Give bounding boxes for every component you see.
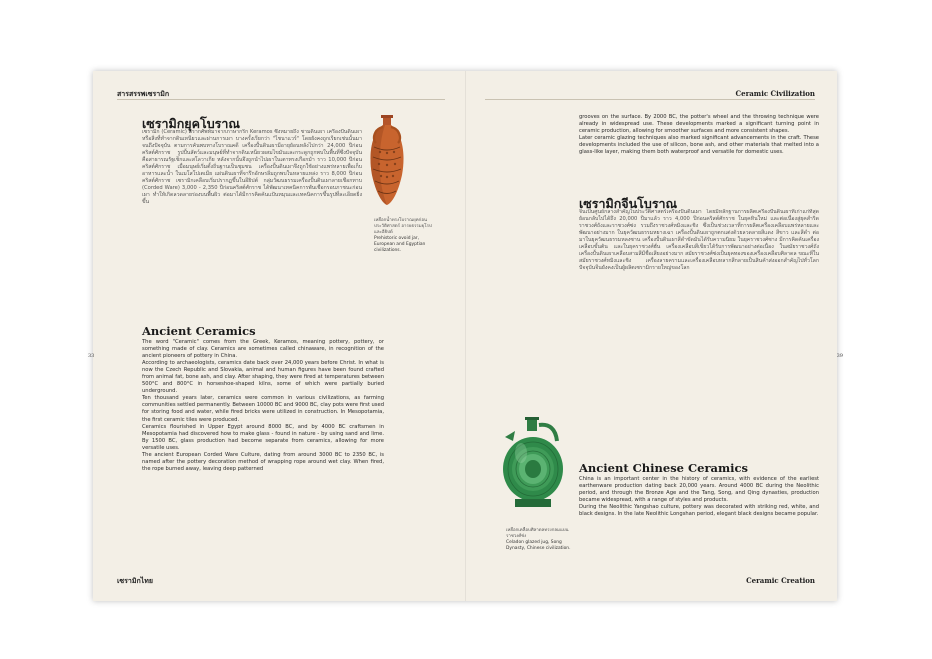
- page-number-right: 39: [836, 353, 843, 359]
- running-header-left: สารสรรพเซรามิก: [117, 89, 170, 98]
- celadon-jug-illustration: [497, 415, 569, 511]
- thai-heading-chinese-ceramics: เซรามิกจีนโบราณ: [579, 196, 678, 211]
- header-divider-left: [117, 99, 445, 100]
- english-body-continued: grooves on the surface. By 2000 BC, the potter's wheel and the throwing technique were already in widespread use. These developments marked a significant turning point in ceramic production, allowing for smoother surfaces and more consistent shapes. Later ceramic glazing techniques also marked significant advancements in the craft. These developments included the use of silicon, bone ash, and other materials that melted into a glass-like layer, making them both waterproof and versatile for domestic uses.: [579, 114, 819, 156]
- thai-body-ancient-ceramics: เซรามิก (Ceramic) มีรากศัพท์มาจากภาษากรีก Keramos ซึ่งหมายถึง ชามดินเผา เครื่องปั้นดินเผา หรือสิ่งที่ทำจากดินเหนียวและผ่านการเผา บางครั้งเรียกว่า "ไชนาแวร์" โดยยังคงถูกเรียกเช่นนั้นมาจนถึงปัจจุบัน ตามการค้นพบทางโบราณคดี เครื่องปั้นดินเผามีอายุย้อนหลังไปกว่า 24,000 ปีก่อนคริสต์ศักราช รูปปั้นสัตว์และมนุษย์ที่ทำจากดินเหนียวผสมไขมันและกระดูกถูกพบในพื้นที่ซึ่งปัจจุบันคือสาธารณรัฐเช็กและสโลวาเกีย หลังจากนั้นจึงถูกนำไปเผาในเตาทรงเกือกม้า ราว 10,000 ปีก่อนคริสต์ศักราช เมื่อมนุษย์เริ่มตั้งถิ่นฐานเป็นชุมชน เครื่องปั้นดินเผาจึงถูกใช้อย่างแพร่หลายเพื่อเก็บอาหารและน้ำ ในเมโสโปเตเมีย แผ่นดินเผาที่จารึกอักษรลิ่มถูกพบในหลายแหล่ง ราว 8,000 ปีก่อนคริสต์ศักราช เซรามิกเคลือบเริ่มปรากฏขึ้นในอียิปต์ กลุ่มวัฒนธรรมเครื่องปั้นดินเผาลายเชือกทาบ (Corded Ware) 3,000 - 2,350 ปีก่อนคริสต์ศักราช ได้พัฒนาเทคนิคการพันเชือกรอบภาชนะก่อนเผา ทำให้เกิดลวดลายร่องบนพื้นผิว ต่อมาได้มีการคิดค้นแป้นหมุนและเทคนิคการขึ้นรูปที่ละเอียดยิ่งขึ้น: [142, 129, 362, 206]
- thai-heading-ancient-ceramics: เซรามิกยุคโบราณ: [142, 116, 240, 131]
- running-header-right: Ceramic Civilization: [735, 89, 815, 98]
- amphora-caption-thai: เหยือกน้ำทรงโบราณยุคก่อนประวัติศาสตร์ อารยธรรมยุโรปและอียิปต์: [374, 218, 432, 235]
- jug-caption-english: Celadon glazed jug, Song Dynasty, Chinese civilization.: [506, 540, 571, 551]
- amphora-illustration: [364, 113, 410, 207]
- running-footer-right: Ceramic Creation: [746, 576, 815, 585]
- page-number-left: 33: [88, 353, 95, 359]
- english-heading-chinese-ceramics: Ancient Chinese Ceramics: [579, 461, 748, 475]
- header-divider-right: [485, 99, 815, 100]
- running-footer-left: เซรามิกไทย: [117, 576, 153, 585]
- english-body-chinese-ceramics: China is an important center in the history of ceramics, with evidence of the earliest earthenware production dating back 20,000 years. Around 4000 BC during the Neolithic period, and through the Bronze Age and the Tang, Song, and Qing dynasties, production became widespread, with a range of styles and products. During the Neolithic Yangshao culture, pottery was decorated with striking red, white, and black designs. In the late Neolithic Longshan period, elegant black designs became popular.: [579, 476, 819, 518]
- english-body-ancient-ceramics: The word "Ceramic" comes from the Greek, Keramos, meaning pottery, pottery, or something made of clay. Ceramics are sometimes called chinaware, in recognition of the ancient pioneers of pottery in China. According to archaeologists, ceramics date back over 24,000 years before Christ. In what is now the Czech Republic and Slovakia, animal and human figures have been found crafted from animal fat, bone ash, and clay. After shaping, they were fired at temperatures between 500°C and 800°C in horseshoe-shaped kilns, some of which were partially buried underground. Ten thousand years later, ceramics were common in various civilizations, as farming communities settled permanently. Between 10000 BC and 9000 BC, clay pots were first used for storing food and water, while fired bricks were utilized in construction. In Mesopotamia, the first ceramic tiles were produced. Ceramics flourished in Upper Egypt around 8000 BC, and by 4000 BC craftsmen in Mesopotamia had discovered how to make glass - found in nature - by using sand and lime. By 1500 BC, glass production had become separate from ceramics, allowing for more versatile uses. The ancient European Corded Ware Culture, dating from around 3000 BC to 2350 BC, is named after the pottery decoration method of wrapping rope around wet clay. When fired, the rope burned away, leaving deep patterned: [142, 339, 384, 472]
- jug-caption-thai: เหยือกเคลือบศิลาดลทรงกลมแบน ราชวงศ์ซ่ง: [506, 528, 569, 539]
- english-heading-ancient-ceramics: Ancient Ceramics: [142, 324, 256, 338]
- thai-body-chinese-ceramics: จีนเป็นศูนย์กลางสำคัญในประวัติศาสตร์เครื่องปั้นดินเผา โดยมีหลักฐานการผลิตเครื่องปั้นดินเผาที่เก่าแก่ที่สุดย้อนกลับไปได้ถึง 20,000 ปีมาแล้ว ราว 4,000 ปีก่อนคริสต์ศักราช ในยุคหินใหม่ และต่อเนื่องสู่ยุคสำริด ราชวงศ์ถังและราชวงศ์ซ่ง รวมถึงราชวงศ์หมิงและชิง ซึ่งเป็นช่วงเวลาที่การผลิตเครื่องเคลือบแพร่หลายและพัฒนาอย่างมาก ในยุควัฒนธรรมหยางเฉา เครื่องปั้นดินเผาถูกตกแต่งด้วยลวดลายสีแดง สีขาว และสีดำ ต่อมาในยุควัฒนธรรมหลงซาน เครื่องปั้นดินเผาสีดำขัดมันได้รับความนิยม ในยุคราชวงศ์ซาง มีการคิดค้นเครื่องเคลือบขั้นต้น และในยุคราชวงศ์ฮั่น เครื่องเคลือบสีเขียวได้รับการพัฒนาอย่างต่อเนื่อง ในสมัยราชวงศ์ถัง เครื่องปั้นดินเผาเคลือบสามสีมีชื่อเสียงอย่างมาก สมัยราชวงศ์ซ่งเป็นยุคทองของเครื่องเคลือบศิลาดล ขณะที่ในสมัยราชวงศ์หมิงและชิง เครื่องลายครามและเครื่องเคลือบหลากสีกลายเป็นสินค้าส่งออกสำคัญไปทั่วโลก ปัจจุบันจีนยังคงเป็นผู้ผลิตเซรามิกรายใหญ่ของโลก: [579, 209, 819, 272]
- book-spread: [88, 71, 843, 601]
- amphora-caption-english: Prehistoric ovoid jar, European and Egyptian civilizations.: [374, 236, 426, 253]
